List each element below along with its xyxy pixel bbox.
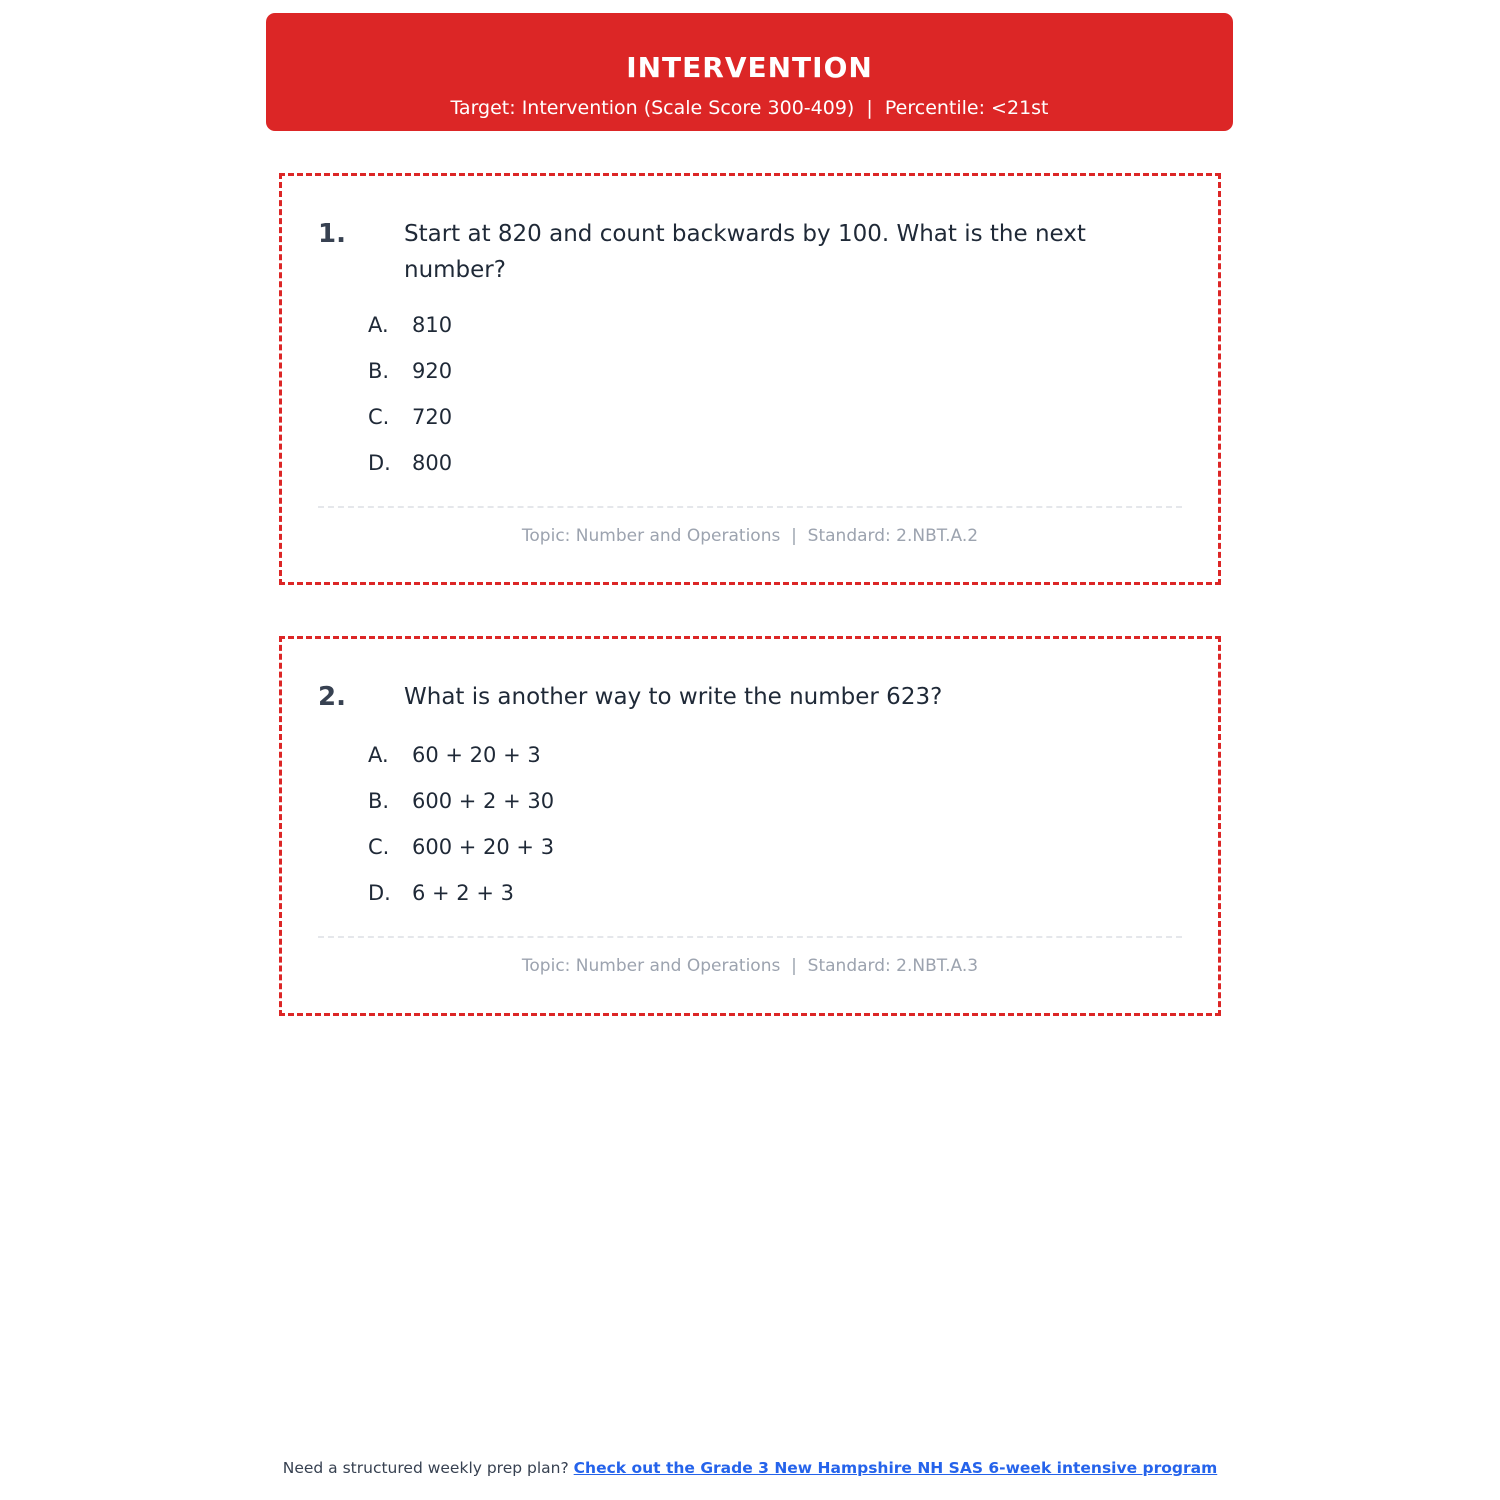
option-value: 600 + 20 + 3 bbox=[412, 835, 555, 859]
option-letter: D. bbox=[368, 451, 391, 475]
question-number: 1. bbox=[318, 219, 346, 249]
option-value: 600 + 2 + 30 bbox=[412, 789, 555, 813]
option-value: 6 + 2 + 3 bbox=[412, 881, 514, 905]
option-letter: B. bbox=[368, 359, 390, 383]
option-letter: C. bbox=[368, 835, 390, 859]
question-number: 2. bbox=[318, 682, 346, 712]
question-text: What is another way to write the number 623? bbox=[404, 684, 943, 710]
question-text: Start at 820 and count backwards by 100. What is the next number? bbox=[404, 221, 1086, 283]
question-card-1 bbox=[279, 173, 1221, 585]
option-letter: A. bbox=[368, 743, 389, 767]
answer-option-b[interactable] bbox=[368, 787, 554, 815]
answer-option-c[interactable] bbox=[368, 403, 452, 431]
option-value: 800 bbox=[412, 451, 453, 475]
answer-option-b[interactable] bbox=[368, 357, 452, 385]
answer-option-d[interactable] bbox=[368, 449, 452, 477]
prep-program-link[interactable]: Check out the Grade 3 New Hampshire NH SAS 6-week intensive program bbox=[573, 1459, 1218, 1477]
answer-option-d[interactable] bbox=[368, 879, 514, 907]
option-value: 60 + 20 + 3 bbox=[412, 743, 541, 767]
option-letter: B. bbox=[368, 789, 390, 813]
option-letter: C. bbox=[368, 405, 390, 429]
option-letter: A. bbox=[368, 313, 389, 337]
option-value: 720 bbox=[412, 405, 453, 429]
banner-subtitle: Target: Intervention (Scale Score 300-409) | Percentile: <21st bbox=[450, 97, 1049, 119]
footer-prompt: Need a structured weekly prep plan? bbox=[282, 1459, 569, 1477]
divider bbox=[318, 936, 1182, 938]
level-banner bbox=[266, 13, 1233, 131]
option-value: 810 bbox=[412, 313, 453, 337]
divider bbox=[318, 506, 1182, 508]
answer-option-c[interactable] bbox=[368, 833, 554, 861]
question-card-2 bbox=[279, 636, 1221, 1016]
question-meta: Topic: Number and Operations | Standard: 2.NBT.A.2 bbox=[521, 526, 979, 546]
option-value: 920 bbox=[412, 359, 453, 383]
banner-title: INTERVENTION bbox=[626, 51, 873, 84]
answer-option-a[interactable] bbox=[368, 741, 541, 769]
option-letter: D. bbox=[368, 881, 391, 905]
footer bbox=[0, 1457, 1500, 1479]
question-meta: Topic: Number and Operations | Standard: 2.NBT.A.3 bbox=[521, 956, 979, 976]
answer-option-a[interactable] bbox=[368, 311, 452, 339]
